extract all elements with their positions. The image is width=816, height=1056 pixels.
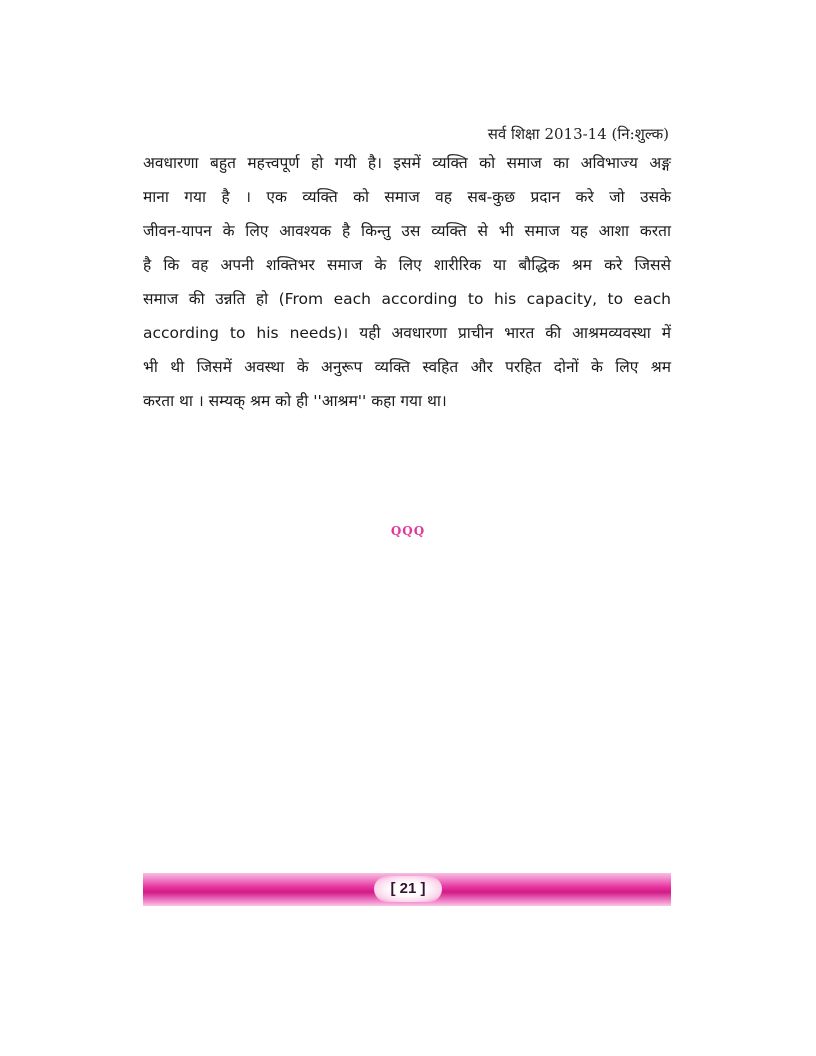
paragraph-line: जीवन-यापन के लिए आवश्यक है किन्तु उस व्यक्ति से भी समाज यह आशा करता: [143, 222, 671, 240]
paragraph-line-last: करता था । सम्यक् श्रम को ही ''आश्रम'' कहा गया था।: [143, 392, 447, 410]
paragraph-line: है कि वह अपनी शक्तिभर समाज के लिए शारीरिक या बौद्धिक श्रम करे जिससे: [143, 256, 671, 274]
paragraph-line: माना गया है । एक व्यक्ति को समाज वह सब-कुछ प्रदान करे जो उसके: [143, 188, 671, 206]
running-header: सर्व शिक्षा 2013-14 (नि:शुल्क): [487, 125, 669, 143]
page-number-badge: [ 21 ]: [374, 876, 442, 902]
paragraph-line: अवधारणा बहुत महत्त्वपूर्ण हो गयी है। इसमें व्यक्ति को समाज का अविभाज्य अङ्ग: [143, 154, 671, 172]
paragraph-line: according to his needs)। यही अवधारणा प्राचीन भारत की आश्रमव्यवस्था में: [143, 324, 671, 342]
body-paragraph: [143, 146, 671, 418]
paragraph-line: समाज की उन्नति हो (From each according to his capacity, to each: [143, 290, 671, 308]
paragraph-line: भी थी जिसमें अवस्था के अनुरूप व्यक्ति स्वहित और परहित दोनों के लिए श्रम: [143, 358, 671, 376]
section-end-ornament: QQQ: [390, 524, 426, 538]
